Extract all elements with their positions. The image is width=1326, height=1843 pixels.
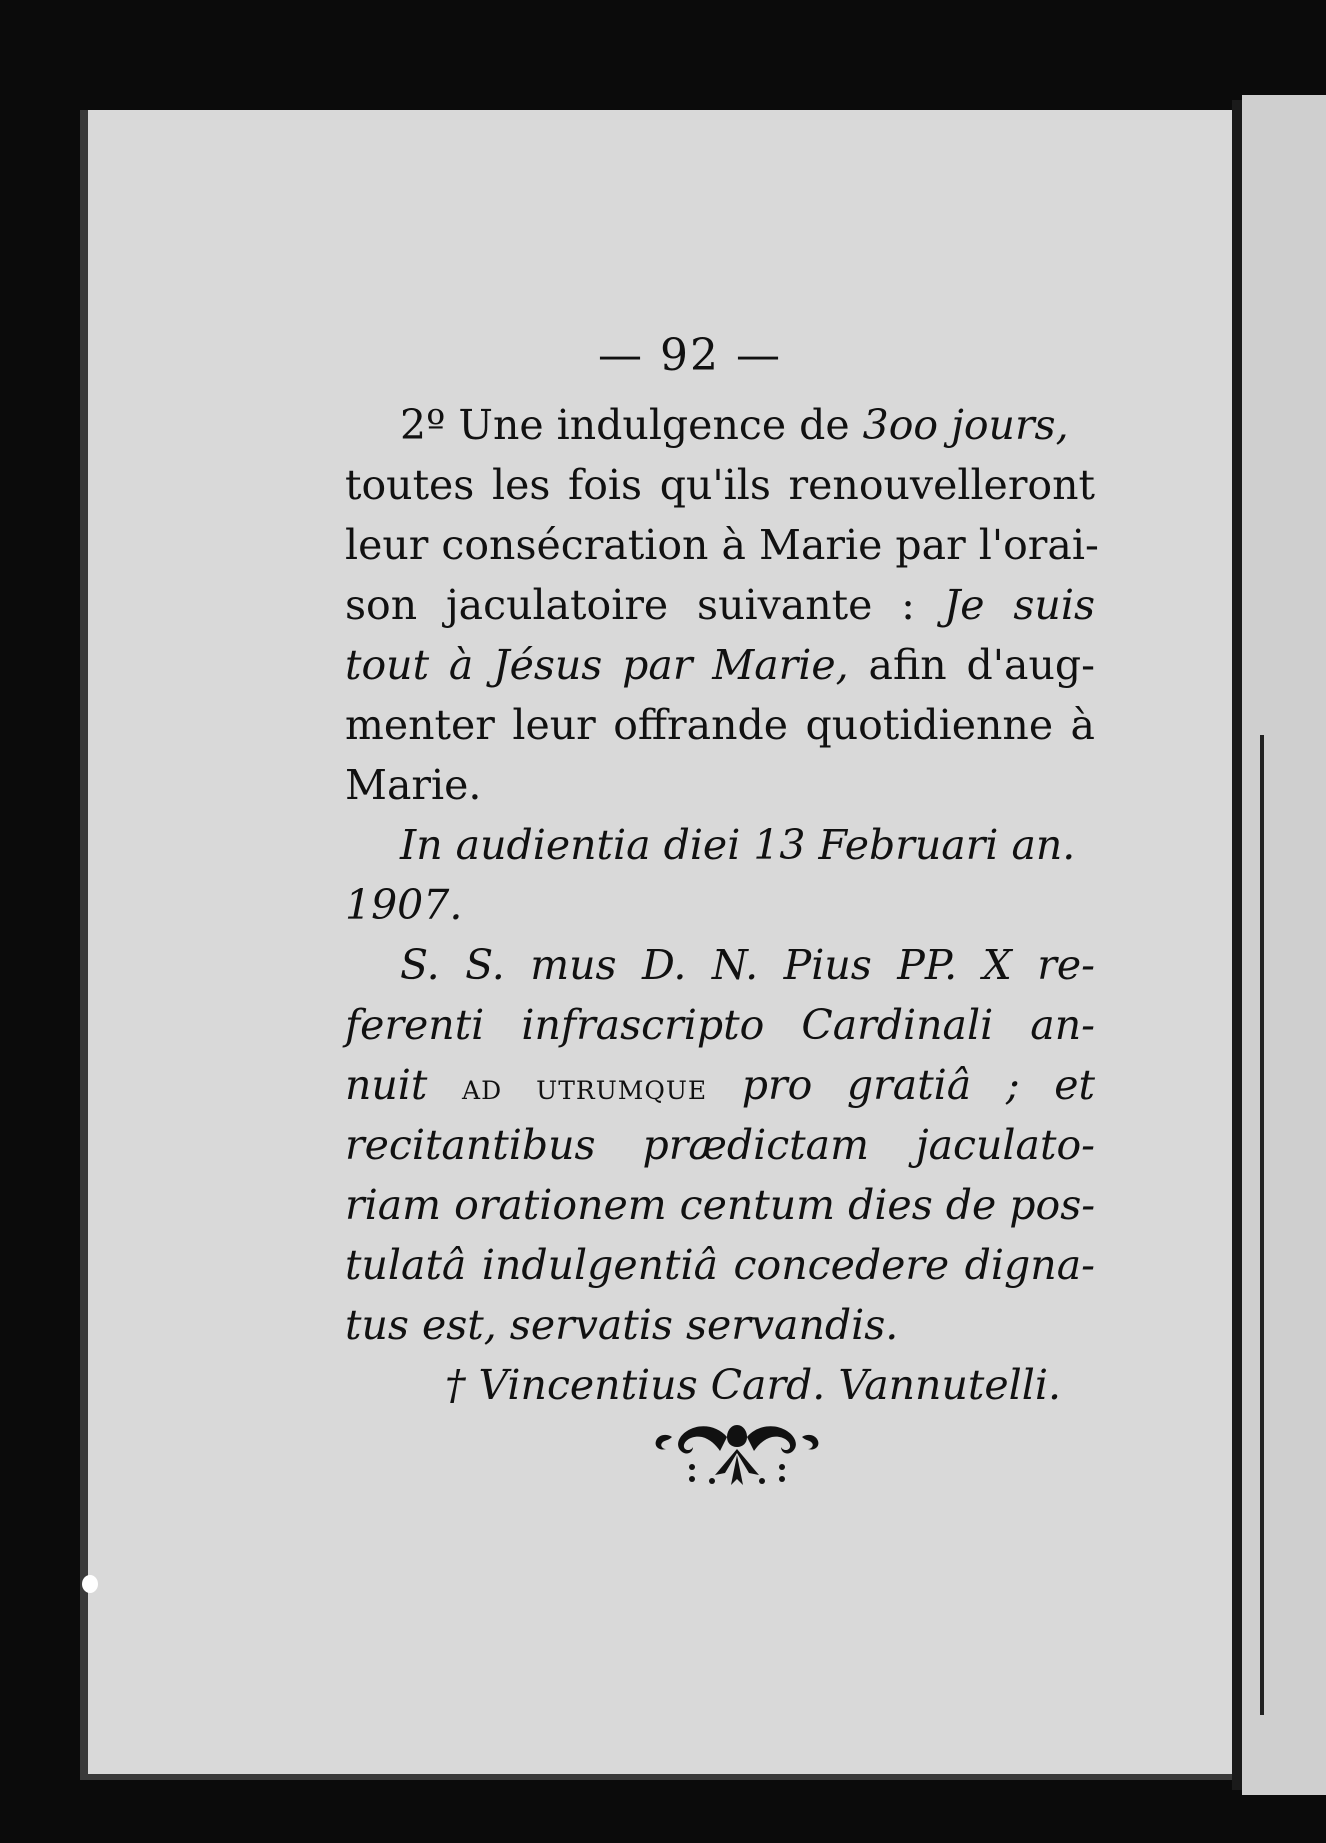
italic-text: ferenti infrascripto Cardinali an-: [345, 1001, 1095, 1049]
roman-text: toutes les fois qu'ils renouvelleront: [345, 461, 1095, 509]
roman-text: Marie.: [345, 761, 482, 809]
italic-text: Je suis: [943, 581, 1095, 629]
page-number: — 92 —: [598, 330, 782, 381]
text-line: [345, 875, 1095, 935]
text-line: [345, 1055, 1095, 1115]
italic-text: S. S. mus D. N. Pius PP. X re-: [400, 941, 1095, 989]
italic-text: In audientia diei 13 Februari an.: [400, 821, 1076, 869]
text-line: [345, 1115, 1095, 1175]
italic-text: tulatâ indulgentiâ concedere digna-: [345, 1241, 1095, 1289]
roman-text: menter leur offrande quotidienne à: [345, 701, 1095, 749]
italic-text: tout à Jésus par Marie,: [345, 641, 849, 689]
roman-text: son jaculatoire suivante :: [345, 581, 944, 629]
text-line: [400, 935, 1095, 995]
italic-text: 3oo jours,: [862, 401, 1069, 449]
text-line: [400, 395, 1095, 455]
italic-text: † Vincentius Card. Vannutelli.: [445, 1361, 1061, 1409]
text-line: [400, 815, 1095, 875]
roman-text: leur consécration à Marie par l'orai-: [345, 521, 1099, 569]
book-spine: [1232, 100, 1242, 1790]
text-line: [445, 1355, 1140, 1415]
italic-text: 1907.: [345, 881, 463, 929]
text-line: [345, 755, 1095, 815]
text-line: [345, 575, 1095, 635]
italic-text: tus est, servatis servandis.: [345, 1301, 899, 1349]
text-line: [345, 695, 1095, 755]
text-line: [345, 635, 1095, 695]
italic-text: riam orationem centum dies de pos-: [345, 1181, 1096, 1229]
adjacent-page-edge: [1242, 95, 1326, 1795]
italic-text: pro gratiâ ; et: [707, 1061, 1096, 1109]
text-line: [345, 455, 1095, 515]
film-speck: [82, 1575, 98, 1593]
text-line: [345, 995, 1095, 1055]
text-line: [345, 1235, 1095, 1295]
small-caps-text: ad utrumque: [462, 1067, 708, 1108]
text-line: [345, 1295, 1095, 1355]
text-line: [345, 515, 1099, 575]
roman-text: 2º Une indulgence de: [400, 401, 863, 449]
roman-text: afin d'aug-: [848, 641, 1095, 689]
italic-text: recitantibus prædictam jaculato-: [345, 1121, 1095, 1169]
italic-text: nuit: [345, 1061, 463, 1109]
ornament-icon: [652, 1415, 822, 1495]
text-line: [345, 1175, 1095, 1235]
